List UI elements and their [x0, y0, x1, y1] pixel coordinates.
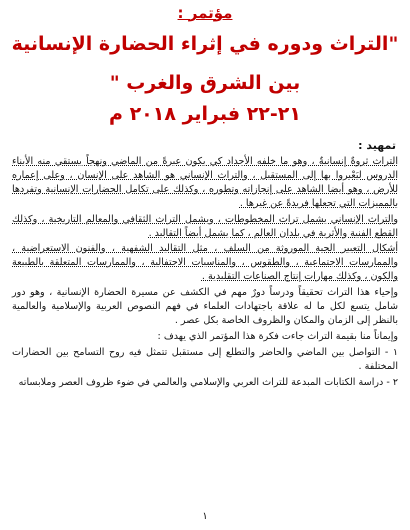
conference-title: "التراث ودوره في إثراء الحضارة الإنسانية: [11, 33, 399, 55]
paragraph: والتراث الإنساني يشمل تراث المخطوطات ، ويشمل التراث الثقافي والمعالم التاريخية ، وكذلك القطع الفنية والأثرية في بلدان العالم ، كما يشمل أيضاً التقاليد .: [12, 213, 398, 239]
conference-label: مؤتمر :: [177, 4, 233, 22]
list-item: ١ - التواصل بين الماضي والحاضر والتطلع إلى مستقبل تتمثل فيه روح التسامح بين الحضارات المختلفة .: [12, 346, 398, 372]
intro-heading: تمهيد :: [358, 139, 396, 152]
page-number: ١: [202, 511, 208, 522]
paragraph: أشكال التعبير الحية الموروثة من السلف ، مثل التقاليد الشفهية ، والفنون الاستعراضية ، والممارسات الاجتماعية ، والطقوس ، والمناسبات الاحتفالية ، والممارسات المتعلقة بالطبيعة والكون ، وكذلك مهارات إنتاج الصناعات التقليدية .: [12, 243, 398, 283]
intro-body: [12, 155, 398, 392]
conference-date: ٢١-٢٢ فبراير ٢٠١٨ م: [109, 103, 301, 125]
paragraph: التراث ثروةٌ إنسانيةٌ ، وهو ما خلفه الأجداد كي يكون عبرةً من الماضي ونهجاً يستقي منه الأبناء الدروس ليَعْبروا بها إلى المستقبل ، والتراث الإنساني هو الشاهد على الإنسان ، وعلى إعماره للأرض ، وهو أيضا الشاهد على إنجازاته وتطوره ، وكذلك على تكامل الحضارات الإنسانية وتفردها بالمميزات التي تجعلها فريدةً عن غيرها .: [12, 156, 398, 209]
conference-subtitle: بين الشرق والغرب ": [109, 72, 301, 94]
paragraph: وإحياء هذا التراث تحقيقاً ودرساً دورٌ مهم في الكشف عن مسيرة الحضارة الإنسانية ، وهو دور شامل يتسع لكل ما له علاقة باجتهادات العلماء في فهم النصوص العربية والإسلامية والعالمية بالنظر إلى الزمان والمكان والظروف الخاصة بكل عصر .: [12, 287, 398, 326]
list-item: ٢ - دراسة الكتابات المبدعة للتراث العربي والإسلامي والعالمي في ضوء ظروف العصر وملابساته: [18, 376, 398, 388]
paragraph: وإيماناً منا بقيمة التراث جاءت فكرة هذا المؤتمر الذي يهدف :: [157, 330, 398, 342]
